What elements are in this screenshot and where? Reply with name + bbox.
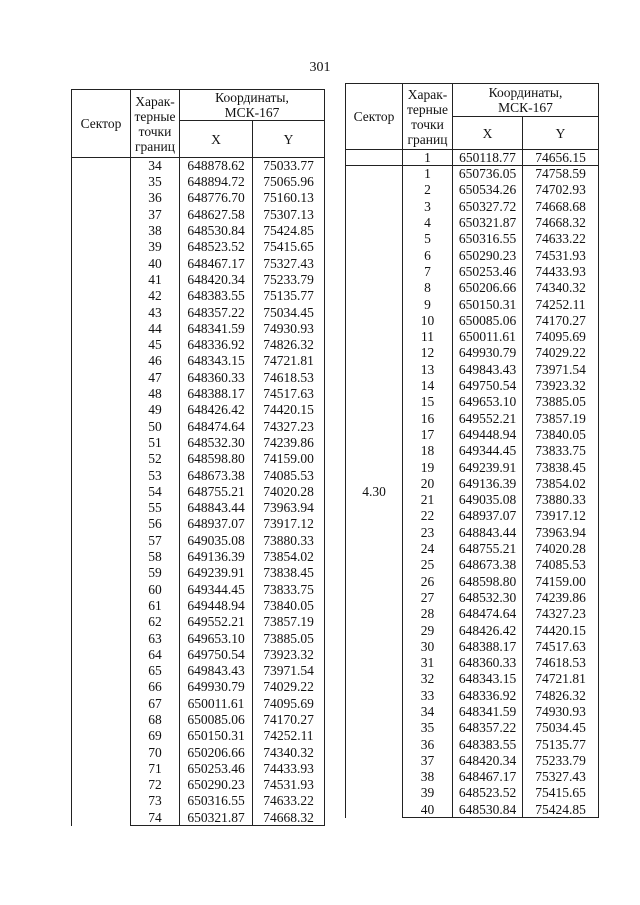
point-number: 63	[131, 630, 180, 646]
x-coordinate: 650316.55	[180, 793, 253, 809]
point-number: 49	[131, 402, 180, 418]
y-coordinate: 73838.45	[523, 459, 599, 475]
point-number: 64	[131, 646, 180, 662]
x-coordinate: 648755.21	[453, 541, 523, 557]
point-number: 36	[403, 736, 453, 752]
x-coordinate: 648530.84	[453, 801, 523, 817]
x-coordinate: 648467.17	[453, 769, 523, 785]
point-number: 61	[131, 598, 180, 614]
x-coordinate: 648843.44	[453, 524, 523, 540]
coordinates-table-left	[71, 89, 325, 826]
x-coordinate: 650118.77	[453, 150, 523, 166]
y-coordinate: 74517.63	[253, 386, 325, 402]
point-number: 30	[403, 638, 453, 654]
y-coordinate: 74095.69	[253, 695, 325, 711]
point-number: 50	[131, 418, 180, 434]
x-coordinate: 649750.54	[180, 646, 253, 662]
y-coordinate: 74020.28	[253, 483, 325, 499]
y-coordinate: 74633.22	[523, 231, 599, 247]
header-sector: Сектор	[346, 84, 403, 150]
y-coordinate: 75135.77	[523, 736, 599, 752]
x-coordinate: 648532.30	[453, 590, 523, 606]
y-coordinate: 74433.93	[523, 264, 599, 280]
x-coordinate: 649344.45	[180, 581, 253, 597]
point-number: 59	[131, 565, 180, 581]
point-number: 47	[131, 369, 180, 385]
point-number: 15	[403, 394, 453, 410]
header-coordinates: Координаты, МСК-167	[180, 90, 325, 121]
y-coordinate: 74420.15	[523, 622, 599, 638]
point-number: 35	[403, 720, 453, 736]
point-number: 44	[131, 320, 180, 336]
x-coordinate: 650534.26	[453, 182, 523, 198]
table-row	[72, 158, 325, 174]
x-coordinate: 650206.66	[180, 744, 253, 760]
y-coordinate: 74029.22	[253, 679, 325, 695]
y-coordinate: 74721.81	[253, 353, 325, 369]
page-number: 301	[309, 60, 331, 75]
x-coordinate: 650736.05	[453, 166, 523, 182]
header-x: X	[453, 117, 523, 150]
y-coordinate: 75307.13	[253, 206, 325, 222]
x-coordinate: 649239.91	[180, 565, 253, 581]
x-coordinate: 648776.70	[180, 190, 253, 206]
point-number: 48	[131, 386, 180, 402]
y-coordinate: 75065.96	[253, 174, 325, 190]
point-number: 12	[403, 345, 453, 361]
y-coordinate: 74327.23	[253, 418, 325, 434]
y-coordinate: 74668.68	[523, 198, 599, 214]
header-points: Харак- терные точки границ	[131, 90, 180, 158]
point-number: 23	[403, 524, 453, 540]
point-number: 19	[403, 459, 453, 475]
y-coordinate: 73880.33	[523, 492, 599, 508]
x-coordinate: 649035.08	[180, 532, 253, 548]
header-sector: Сектор	[72, 90, 131, 158]
point-number: 34	[403, 704, 453, 720]
x-coordinate: 649653.10	[180, 630, 253, 646]
x-coordinate: 648673.38	[453, 557, 523, 573]
x-coordinate: 648343.15	[453, 671, 523, 687]
y-coordinate: 73923.32	[523, 378, 599, 394]
y-coordinate: 74618.53	[523, 655, 599, 671]
header-y: Y	[523, 117, 599, 150]
x-coordinate: 650253.46	[180, 760, 253, 776]
point-number: 11	[403, 329, 453, 345]
x-coordinate: 648426.42	[180, 402, 253, 418]
x-coordinate: 649930.79	[180, 679, 253, 695]
x-coordinate: 649136.39	[453, 475, 523, 491]
y-coordinate: 74239.86	[523, 590, 599, 606]
point-number: 73	[131, 793, 180, 809]
y-coordinate: 75034.45	[523, 720, 599, 736]
x-coordinate: 648627.58	[180, 206, 253, 222]
y-coordinate: 73917.12	[253, 516, 325, 532]
x-coordinate: 648360.33	[453, 655, 523, 671]
x-coordinate: 648937.07	[180, 516, 253, 532]
point-number: 66	[131, 679, 180, 695]
point-number: 40	[403, 801, 453, 817]
point-number: 9	[403, 296, 453, 312]
point-number: 39	[131, 239, 180, 255]
x-coordinate: 649843.43	[453, 361, 523, 377]
y-coordinate: 74531.93	[253, 777, 325, 793]
point-number: 35	[131, 174, 180, 190]
point-number: 1	[403, 150, 453, 166]
x-coordinate: 649239.91	[453, 459, 523, 475]
x-coordinate: 650290.23	[180, 777, 253, 793]
point-number: 37	[403, 752, 453, 768]
point-number: 3	[403, 198, 453, 214]
header-x: X	[180, 121, 253, 158]
y-coordinate: 74252.11	[523, 296, 599, 312]
point-number: 57	[131, 532, 180, 548]
y-coordinate: 74826.32	[253, 337, 325, 353]
point-number: 34	[131, 158, 180, 174]
point-number: 27	[403, 590, 453, 606]
point-number: 31	[403, 655, 453, 671]
table-row	[346, 166, 599, 182]
y-coordinate: 75034.45	[253, 304, 325, 320]
y-coordinate: 74340.32	[253, 744, 325, 760]
x-coordinate: 648878.62	[180, 158, 253, 174]
x-coordinate: 650150.31	[180, 728, 253, 744]
y-coordinate: 73917.12	[523, 508, 599, 524]
point-number: 69	[131, 728, 180, 744]
x-coordinate: 648673.38	[180, 467, 253, 483]
x-coordinate: 649843.43	[180, 663, 253, 679]
y-coordinate: 74633.22	[253, 793, 325, 809]
x-coordinate: 650316.55	[453, 231, 523, 247]
point-number: 55	[131, 500, 180, 516]
y-coordinate: 74159.00	[253, 451, 325, 467]
x-coordinate: 648755.21	[180, 483, 253, 499]
y-coordinate: 75415.65	[253, 239, 325, 255]
point-number: 54	[131, 483, 180, 499]
y-coordinate: 73854.02	[253, 549, 325, 565]
x-coordinate: 648843.44	[180, 500, 253, 516]
x-coordinate: 648420.34	[180, 272, 253, 288]
x-coordinate: 649552.21	[453, 410, 523, 426]
point-number: 68	[131, 712, 180, 728]
y-coordinate: 74159.00	[523, 573, 599, 589]
point-number: 1	[403, 166, 453, 182]
point-number: 2	[403, 182, 453, 198]
x-coordinate: 650290.23	[453, 247, 523, 263]
y-coordinate: 74702.93	[523, 182, 599, 198]
point-number: 13	[403, 361, 453, 377]
y-coordinate: 74721.81	[523, 671, 599, 687]
point-number: 40	[131, 255, 180, 271]
y-coordinate: 75135.77	[253, 288, 325, 304]
y-coordinate: 73840.05	[253, 598, 325, 614]
y-coordinate: 75424.85	[523, 801, 599, 817]
point-number: 52	[131, 451, 180, 467]
point-number: 32	[403, 671, 453, 687]
x-coordinate: 649552.21	[180, 614, 253, 630]
point-number: 71	[131, 760, 180, 776]
y-coordinate: 74239.86	[253, 435, 325, 451]
y-coordinate: 73885.05	[523, 394, 599, 410]
point-number: 25	[403, 557, 453, 573]
y-coordinate: 75415.65	[523, 785, 599, 801]
x-coordinate: 648523.52	[453, 785, 523, 801]
point-number: 60	[131, 581, 180, 597]
sector-cell: 4.30	[346, 166, 403, 818]
y-coordinate: 74758.59	[523, 166, 599, 182]
y-coordinate: 75233.79	[253, 272, 325, 288]
x-coordinate: 650011.61	[453, 329, 523, 345]
y-coordinate: 75424.85	[253, 223, 325, 239]
x-coordinate: 649653.10	[453, 394, 523, 410]
y-coordinate: 73880.33	[253, 532, 325, 548]
x-coordinate: 649750.54	[453, 378, 523, 394]
x-coordinate: 649136.39	[180, 549, 253, 565]
y-coordinate: 73971.54	[253, 663, 325, 679]
y-coordinate: 74327.23	[523, 606, 599, 622]
point-number: 70	[131, 744, 180, 760]
x-coordinate: 649344.45	[453, 443, 523, 459]
point-number: 28	[403, 606, 453, 622]
y-coordinate: 73854.02	[523, 475, 599, 491]
x-coordinate: 650321.87	[453, 215, 523, 231]
point-number: 53	[131, 467, 180, 483]
y-coordinate: 74170.27	[523, 312, 599, 328]
y-coordinate: 74252.11	[253, 728, 325, 744]
x-coordinate: 648360.33	[180, 369, 253, 385]
point-number: 45	[131, 337, 180, 353]
point-number: 36	[131, 190, 180, 206]
sector-cell-empty	[346, 150, 403, 166]
coordinates-table-right	[345, 83, 599, 818]
x-coordinate: 648894.72	[180, 174, 253, 190]
x-coordinate: 648474.64	[180, 418, 253, 434]
header-points: Харак- терные точки границ	[403, 84, 453, 150]
x-coordinate: 648420.34	[453, 752, 523, 768]
sector-cell	[72, 158, 131, 826]
point-number: 65	[131, 663, 180, 679]
y-coordinate: 75033.77	[253, 158, 325, 174]
y-coordinate: 74930.93	[523, 704, 599, 720]
point-number: 74	[131, 809, 180, 825]
y-coordinate: 74095.69	[523, 329, 599, 345]
point-number: 51	[131, 435, 180, 451]
point-number: 29	[403, 622, 453, 638]
y-coordinate: 75327.43	[253, 255, 325, 271]
y-coordinate: 73857.19	[523, 410, 599, 426]
x-coordinate: 650321.87	[180, 809, 253, 825]
point-number: 56	[131, 516, 180, 532]
x-coordinate: 649448.94	[180, 598, 253, 614]
y-coordinate: 73923.32	[253, 646, 325, 662]
y-coordinate: 74517.63	[523, 638, 599, 654]
point-number: 26	[403, 573, 453, 589]
x-coordinate: 648474.64	[453, 606, 523, 622]
point-number: 46	[131, 353, 180, 369]
point-number: 16	[403, 410, 453, 426]
point-number: 33	[403, 687, 453, 703]
y-coordinate: 74340.32	[523, 280, 599, 296]
point-number: 20	[403, 475, 453, 491]
x-coordinate: 648383.55	[453, 736, 523, 752]
point-number: 42	[131, 288, 180, 304]
point-number: 43	[131, 304, 180, 320]
y-coordinate: 74085.53	[523, 557, 599, 573]
x-coordinate: 649448.94	[453, 427, 523, 443]
y-coordinate: 75327.43	[523, 769, 599, 785]
header-y: Y	[253, 121, 325, 158]
x-coordinate: 648598.80	[180, 451, 253, 467]
x-coordinate: 650085.06	[453, 312, 523, 328]
y-coordinate: 74020.28	[523, 541, 599, 557]
point-number: 38	[403, 769, 453, 785]
x-coordinate: 648383.55	[180, 288, 253, 304]
point-number: 67	[131, 695, 180, 711]
y-coordinate: 73838.45	[253, 565, 325, 581]
point-number: 72	[131, 777, 180, 793]
x-coordinate: 649035.08	[453, 492, 523, 508]
x-coordinate: 648357.22	[453, 720, 523, 736]
point-number: 18	[403, 443, 453, 459]
y-coordinate: 74420.15	[253, 402, 325, 418]
table-row	[346, 150, 599, 166]
x-coordinate: 650150.31	[453, 296, 523, 312]
point-number: 8	[403, 280, 453, 296]
x-coordinate: 648388.17	[453, 638, 523, 654]
x-coordinate: 648937.07	[453, 508, 523, 524]
header-coordinates: Координаты, МСК-167	[453, 84, 599, 117]
x-coordinate: 650085.06	[180, 712, 253, 728]
x-coordinate: 648357.22	[180, 304, 253, 320]
point-number: 7	[403, 264, 453, 280]
y-coordinate: 73833.75	[253, 581, 325, 597]
y-coordinate: 73963.94	[523, 524, 599, 540]
y-coordinate: 75233.79	[523, 752, 599, 768]
x-coordinate: 648343.15	[180, 353, 253, 369]
x-coordinate: 648467.17	[180, 255, 253, 271]
x-coordinate: 648532.30	[180, 435, 253, 451]
y-coordinate: 73885.05	[253, 630, 325, 646]
point-number: 22	[403, 508, 453, 524]
x-coordinate: 648336.92	[453, 687, 523, 703]
x-coordinate: 648530.84	[180, 223, 253, 239]
x-coordinate: 648336.92	[180, 337, 253, 353]
point-number: 10	[403, 312, 453, 328]
point-number: 58	[131, 549, 180, 565]
y-coordinate: 74170.27	[253, 712, 325, 728]
y-coordinate: 73971.54	[523, 361, 599, 377]
y-coordinate: 74433.93	[253, 760, 325, 776]
point-number: 14	[403, 378, 453, 394]
y-coordinate: 74826.32	[523, 687, 599, 703]
x-coordinate: 648523.52	[180, 239, 253, 255]
y-coordinate: 74668.32	[253, 809, 325, 825]
x-coordinate: 650327.72	[453, 198, 523, 214]
point-number: 38	[131, 223, 180, 239]
y-coordinate: 73963.94	[253, 500, 325, 516]
x-coordinate: 648341.59	[180, 320, 253, 336]
y-coordinate: 74029.22	[523, 345, 599, 361]
y-coordinate: 74656.15	[523, 150, 599, 166]
x-coordinate: 648388.17	[180, 386, 253, 402]
point-number: 21	[403, 492, 453, 508]
y-coordinate: 74618.53	[253, 369, 325, 385]
point-number: 62	[131, 614, 180, 630]
y-coordinate: 74085.53	[253, 467, 325, 483]
point-number: 17	[403, 427, 453, 443]
point-number: 39	[403, 785, 453, 801]
x-coordinate: 648598.80	[453, 573, 523, 589]
y-coordinate: 75160.13	[253, 190, 325, 206]
y-coordinate: 73840.05	[523, 427, 599, 443]
point-number: 4	[403, 215, 453, 231]
point-number: 24	[403, 541, 453, 557]
x-coordinate: 650253.46	[453, 264, 523, 280]
point-number: 6	[403, 247, 453, 263]
x-coordinate: 648341.59	[453, 704, 523, 720]
point-number: 37	[131, 206, 180, 222]
y-coordinate: 74930.93	[253, 320, 325, 336]
y-coordinate: 74531.93	[523, 247, 599, 263]
point-number: 5	[403, 231, 453, 247]
x-coordinate: 649930.79	[453, 345, 523, 361]
y-coordinate: 73833.75	[523, 443, 599, 459]
y-coordinate: 74668.32	[523, 215, 599, 231]
x-coordinate: 650011.61	[180, 695, 253, 711]
x-coordinate: 650206.66	[453, 280, 523, 296]
y-coordinate: 73857.19	[253, 614, 325, 630]
x-coordinate: 648426.42	[453, 622, 523, 638]
point-number: 41	[131, 272, 180, 288]
